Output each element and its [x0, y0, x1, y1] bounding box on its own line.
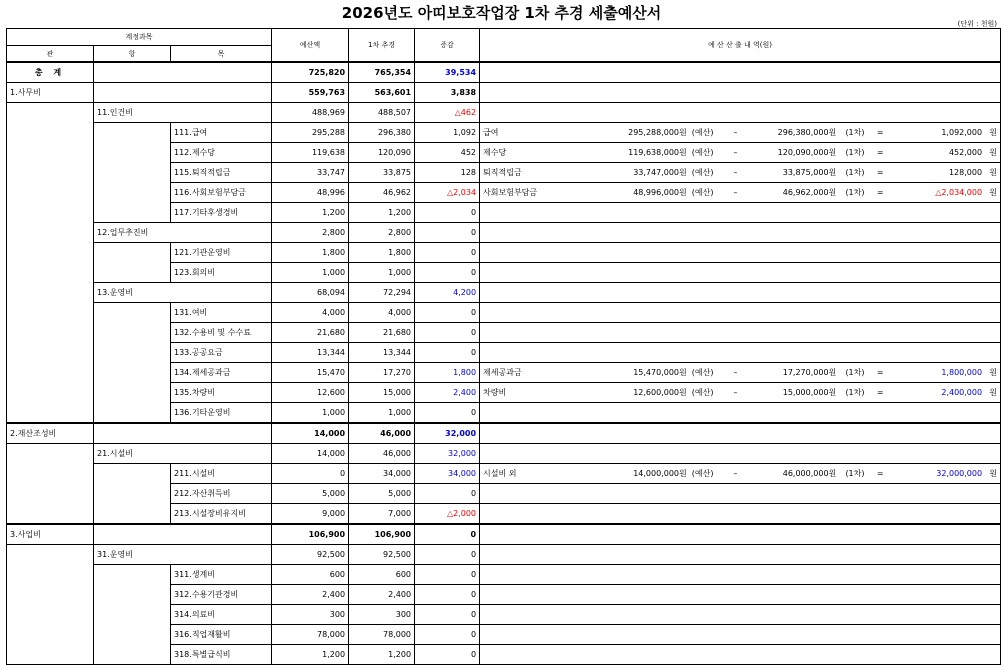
detail-bt: (예산): [691, 127, 714, 137]
table-row: [7, 444, 1001, 464]
change-cell: 0: [415, 323, 480, 343]
detail-cell: [480, 403, 1001, 424]
detail-a: 46,000,000원: [782, 468, 837, 478]
mok-cell: 312.수용기관경비: [171, 585, 272, 605]
change-cell: 128: [415, 163, 480, 183]
detail-line: [483, 149, 997, 157]
detail-a: 17,270,000원: [782, 367, 837, 377]
total-row: [7, 62, 1001, 83]
detail-cell: [480, 163, 1001, 183]
mok-cell: 316.직업재활비: [171, 625, 272, 645]
detail-eq: =: [876, 127, 884, 137]
budget-cell: 106,900: [272, 524, 349, 545]
detail-diff: 1,800,000: [941, 367, 983, 377]
mok-cell: 213.시설장비유지비: [171, 504, 272, 525]
change-cell: 0: [415, 605, 480, 625]
change-cell: 0: [415, 303, 480, 323]
detail-cell: [480, 625, 1001, 645]
detail-cell: [480, 423, 1001, 444]
detail-won: 원: [989, 468, 998, 478]
hang-column-spacer: [94, 243, 171, 283]
detail-line: [483, 169, 997, 177]
detail-cell: [480, 103, 1001, 123]
detail-dash: –: [733, 127, 738, 137]
detail-bt: (예산): [691, 187, 714, 197]
detail-diff: △2,034,000: [935, 187, 983, 197]
revised-cell: 5,000: [349, 484, 415, 504]
detail-diff: 1,092,000: [941, 127, 983, 137]
detail-cell: [480, 383, 1001, 403]
change-cell: △2,034: [415, 183, 480, 203]
detail-eq: =: [876, 387, 884, 397]
revised-cell: 488,507: [349, 103, 415, 123]
detail-b: 295,288,000원: [628, 127, 687, 137]
table-row: [7, 223, 1001, 243]
kwan-column-spacer: [7, 545, 94, 665]
change-cell: 2,400: [415, 383, 480, 403]
detail-won: 원: [989, 367, 998, 377]
detail-cell: [480, 363, 1001, 383]
detail-won: 원: [989, 187, 998, 197]
detail-cell: [480, 203, 1001, 223]
budget-cell: 12,600: [272, 383, 349, 403]
change-cell: 3,838: [415, 83, 480, 103]
change-cell: △2,000: [415, 504, 480, 525]
table-row: [7, 83, 1001, 103]
kwan-spacer: [94, 423, 272, 444]
budget-cell: 15,470: [272, 363, 349, 383]
change-cell: 0: [415, 203, 480, 223]
change-cell: 0: [415, 545, 480, 565]
detail-cell: [480, 323, 1001, 343]
hang-column-spacer: [94, 464, 171, 525]
budget-cell: 14,000: [272, 423, 349, 444]
detail-at: (1차): [845, 468, 865, 478]
budget-cell: 119,638: [272, 143, 349, 163]
budget-cell: 2,800: [272, 223, 349, 243]
change-cell: 1,092: [415, 123, 480, 143]
revised-cell: 46,000: [349, 423, 415, 444]
budget-cell: 14,000: [272, 444, 349, 464]
table-row: [7, 103, 1001, 123]
table-row: [7, 524, 1001, 545]
detail-b: 119,638,000원: [628, 147, 687, 157]
budget-cell: 488,969: [272, 103, 349, 123]
change-cell: 0: [415, 263, 480, 283]
detail-dash: –: [733, 167, 738, 177]
detail-eq: =: [876, 468, 884, 478]
revised-cell: 21,680: [349, 323, 415, 343]
change-cell: 0: [415, 645, 480, 665]
detail-cell: [480, 565, 1001, 585]
mok-cell: 111.급여: [171, 123, 272, 143]
detail-diff: 2,400,000: [941, 387, 983, 397]
revised-cell: 46,962: [349, 183, 415, 203]
mok-cell: 136.기타운영비: [171, 403, 272, 424]
detail-at: (1차): [845, 367, 865, 377]
revised-cell: 4,000: [349, 303, 415, 323]
detail-b: 15,470,000원: [633, 367, 687, 377]
budget-cell: 300: [272, 605, 349, 625]
budget-cell: 1,800: [272, 243, 349, 263]
detail-name: 제세공과금: [483, 367, 522, 377]
detail-line: [483, 389, 997, 397]
revised-cell: 120,090: [349, 143, 415, 163]
detail-cell: [480, 524, 1001, 545]
detail-at: (1차): [845, 167, 865, 177]
table-row: [7, 243, 1001, 263]
hang-cell: 21.시설비: [94, 444, 272, 464]
total-detail: [480, 62, 1001, 83]
revised-cell: 2,800: [349, 223, 415, 243]
budget-cell: 2,400: [272, 585, 349, 605]
detail-a: 15,000,000원: [782, 387, 837, 397]
change-cell: 0: [415, 524, 480, 545]
hang-column-spacer: [94, 123, 171, 223]
detail-name: 제수당: [483, 147, 507, 157]
hang-column-spacer: [94, 565, 171, 665]
detail-a: 46,962,000원: [782, 187, 837, 197]
change-cell: 0: [415, 343, 480, 363]
detail-line: [483, 189, 997, 197]
change-cell: △462: [415, 103, 480, 123]
detail-at: (1차): [845, 187, 865, 197]
detail-b: 12,600,000원: [633, 387, 687, 397]
revised-cell: 300: [349, 605, 415, 625]
mok-cell: 134.제세공과금: [171, 363, 272, 383]
total-change: 39,534: [415, 62, 480, 83]
total-revised: 765,354: [349, 62, 415, 83]
total-budget: 725,820: [272, 62, 349, 83]
revised-cell: 15,000: [349, 383, 415, 403]
revised-cell: 1,000: [349, 263, 415, 283]
hang-cell: 13.운영비: [94, 283, 272, 303]
table-row: [7, 303, 1001, 323]
hang-cell: 11.인건비: [94, 103, 272, 123]
detail-bt: (예산): [691, 367, 714, 377]
revised-cell: 46,000: [349, 444, 415, 464]
header-row-1: [7, 29, 1001, 46]
detail-at: (1차): [845, 387, 865, 397]
budget-table: [6, 28, 1001, 665]
mok-cell: 318.특별급식비: [171, 645, 272, 665]
mok-cell: 117.기타후생경비: [171, 203, 272, 223]
change-cell: 32,000: [415, 423, 480, 444]
detail-b: 14,000,000원: [633, 468, 687, 478]
table-row: [7, 464, 1001, 484]
hang-cell: 31.운영비: [94, 545, 272, 565]
detail-diff: 128,000: [948, 167, 983, 177]
revised-cell: 13,344: [349, 343, 415, 363]
detail-cell: [480, 444, 1001, 464]
header-hang: 항: [94, 46, 171, 63]
change-cell: 0: [415, 565, 480, 585]
total-label: 총 계: [7, 62, 94, 83]
kwan-spacer: [94, 524, 272, 545]
header-revised: 1차 추경: [349, 29, 415, 63]
budget-cell: 92,500: [272, 545, 349, 565]
detail-cell: [480, 83, 1001, 103]
detail-at: (1차): [845, 147, 865, 157]
mok-cell: 132.수용비 및 수수료: [171, 323, 272, 343]
revised-cell: 1,000: [349, 403, 415, 424]
change-cell: 32,000: [415, 444, 480, 464]
detail-cell: [480, 343, 1001, 363]
detail-cell: [480, 283, 1001, 303]
detail-dash: –: [733, 387, 738, 397]
change-cell: 0: [415, 484, 480, 504]
revised-cell: 72,294: [349, 283, 415, 303]
detail-diff: 452,000: [948, 147, 983, 157]
detail-won: 원: [989, 147, 998, 157]
revised-cell: 1,200: [349, 203, 415, 223]
detail-eq: =: [876, 367, 884, 377]
change-cell: 0: [415, 243, 480, 263]
budget-cell: 1,200: [272, 203, 349, 223]
change-cell: 0: [415, 403, 480, 424]
change-cell: 1,800: [415, 363, 480, 383]
detail-a: 296,380,000원: [777, 127, 837, 137]
table-row: [7, 283, 1001, 303]
budget-cell: 295,288: [272, 123, 349, 143]
detail-line: [483, 129, 997, 137]
detail-cell: [480, 645, 1001, 665]
budget-cell: 5,000: [272, 484, 349, 504]
detail-eq: =: [876, 187, 884, 197]
table-row: [7, 545, 1001, 565]
detail-cell: [480, 585, 1001, 605]
detail-cell: [480, 263, 1001, 283]
mok-cell: 131.여비: [171, 303, 272, 323]
mok-cell: 123.회의비: [171, 263, 272, 283]
mok-cell: 311.생계비: [171, 565, 272, 585]
change-cell: 0: [415, 223, 480, 243]
detail-line: [483, 470, 997, 478]
revised-cell: 34,000: [349, 464, 415, 484]
detail-dash: –: [733, 367, 738, 377]
detail-diff: 32,000,000: [936, 468, 983, 478]
detail-name: 퇴직적립금: [483, 167, 522, 177]
change-cell: 0: [415, 625, 480, 645]
detail-cell: [480, 303, 1001, 323]
detail-b: 48,996,000원: [633, 187, 687, 197]
detail-cell: [480, 464, 1001, 484]
detail-won: 원: [989, 167, 998, 177]
change-cell: 4,200: [415, 283, 480, 303]
detail-dash: –: [733, 147, 738, 157]
kwan-column-spacer: [7, 103, 94, 424]
kwan-cell: 2.재산조성비: [7, 423, 94, 444]
detail-bt: (예산): [691, 147, 714, 157]
budget-cell: 48,996: [272, 183, 349, 203]
detail-cell: [480, 504, 1001, 525]
detail-dash: –: [733, 468, 738, 478]
kwan-spacer: [94, 83, 272, 103]
budget-cell: 33,747: [272, 163, 349, 183]
budget-cell: 68,094: [272, 283, 349, 303]
hang-cell: 12.업무추진비: [94, 223, 272, 243]
detail-won: 원: [989, 387, 998, 397]
mok-cell: 212.자산취득비: [171, 484, 272, 504]
mok-cell: 135.차량비: [171, 383, 272, 403]
revised-cell: 1,800: [349, 243, 415, 263]
revised-cell: 7,000: [349, 504, 415, 525]
detail-name: 차량비: [483, 387, 507, 397]
mok-cell: 314.의료비: [171, 605, 272, 625]
detail-cell: [480, 123, 1001, 143]
budget-cell: 4,000: [272, 303, 349, 323]
detail-cell: [480, 545, 1001, 565]
kwan-cell: 1.사무비: [7, 83, 94, 103]
revised-cell: 78,000: [349, 625, 415, 645]
detail-bt: (예산): [691, 167, 714, 177]
header-mok: 목: [171, 46, 272, 63]
budget-cell: 78,000: [272, 625, 349, 645]
mok-cell: 121.기관운영비: [171, 243, 272, 263]
detail-eq: =: [876, 147, 884, 157]
mok-cell: 112.제수당: [171, 143, 272, 163]
header-subject: 계정과목: [7, 29, 272, 46]
detail-dash: –: [733, 187, 738, 197]
detail-a: 120,090,000원: [777, 147, 837, 157]
detail-won: 원: [989, 127, 998, 137]
detail-cell: [480, 484, 1001, 504]
header-budget: 예산액: [272, 29, 349, 63]
budget-cell: 21,680: [272, 323, 349, 343]
detail-bt: (예산): [691, 468, 714, 478]
table-row: [7, 423, 1001, 444]
header-change: 증감: [415, 29, 480, 63]
revised-cell: 600: [349, 565, 415, 585]
document-title: 2026년도 아띠보호작업장 1차 추경 세출예산서: [341, 4, 662, 22]
table-row: [7, 123, 1001, 143]
detail-cell: [480, 223, 1001, 243]
kwan-column-spacer: [7, 444, 94, 525]
hang-column-spacer: [94, 303, 171, 424]
revised-cell: 1,200: [349, 645, 415, 665]
header-details: 예 산 산 출 내 역(원): [480, 29, 1001, 63]
change-cell: 0: [415, 585, 480, 605]
budget-cell: 1,200: [272, 645, 349, 665]
budget-cell: 13,344: [272, 343, 349, 363]
mok-cell: 116.사회보험부담금: [171, 183, 272, 203]
detail-name: 시설비 외: [483, 468, 517, 478]
table-row: [7, 565, 1001, 585]
budget-cell: 1,000: [272, 403, 349, 424]
detail-bt: (예산): [691, 387, 714, 397]
revised-cell: 563,601: [349, 83, 415, 103]
budget-cell: 1,000: [272, 263, 349, 283]
revised-cell: 106,900: [349, 524, 415, 545]
header-kwan: 관: [7, 46, 94, 63]
mok-cell: 115.퇴직적립금: [171, 163, 272, 183]
revised-cell: 296,380: [349, 123, 415, 143]
mok-cell: 211.시설비: [171, 464, 272, 484]
detail-cell: [480, 243, 1001, 263]
detail-line: [483, 369, 997, 377]
mok-cell: 133.공공요금: [171, 343, 272, 363]
revised-cell: 2,400: [349, 585, 415, 605]
revised-cell: 17,270: [349, 363, 415, 383]
budget-cell: 600: [272, 565, 349, 585]
kwan-cell: 3.사업비: [7, 524, 94, 545]
detail-cell: [480, 143, 1001, 163]
detail-at: (1차): [845, 127, 865, 137]
detail-cell: [480, 183, 1001, 203]
total-spacer: [94, 62, 272, 83]
change-cell: 34,000: [415, 464, 480, 484]
revised-cell: 33,875: [349, 163, 415, 183]
unit-note: (단위 : 천원): [957, 20, 997, 28]
detail-cell: [480, 605, 1001, 625]
detail-name: 사회보험부담금: [483, 187, 538, 197]
detail-b: 33,747,000원: [633, 167, 687, 177]
budget-cell: 559,763: [272, 83, 349, 103]
detail-name: 급여: [483, 127, 499, 137]
detail-a: 33,875,000원: [782, 167, 837, 177]
budget-cell: 9,000: [272, 504, 349, 525]
revised-cell: 92,500: [349, 545, 415, 565]
budget-cell: 0: [272, 464, 349, 484]
change-cell: 452: [415, 143, 480, 163]
detail-eq: =: [876, 167, 884, 177]
